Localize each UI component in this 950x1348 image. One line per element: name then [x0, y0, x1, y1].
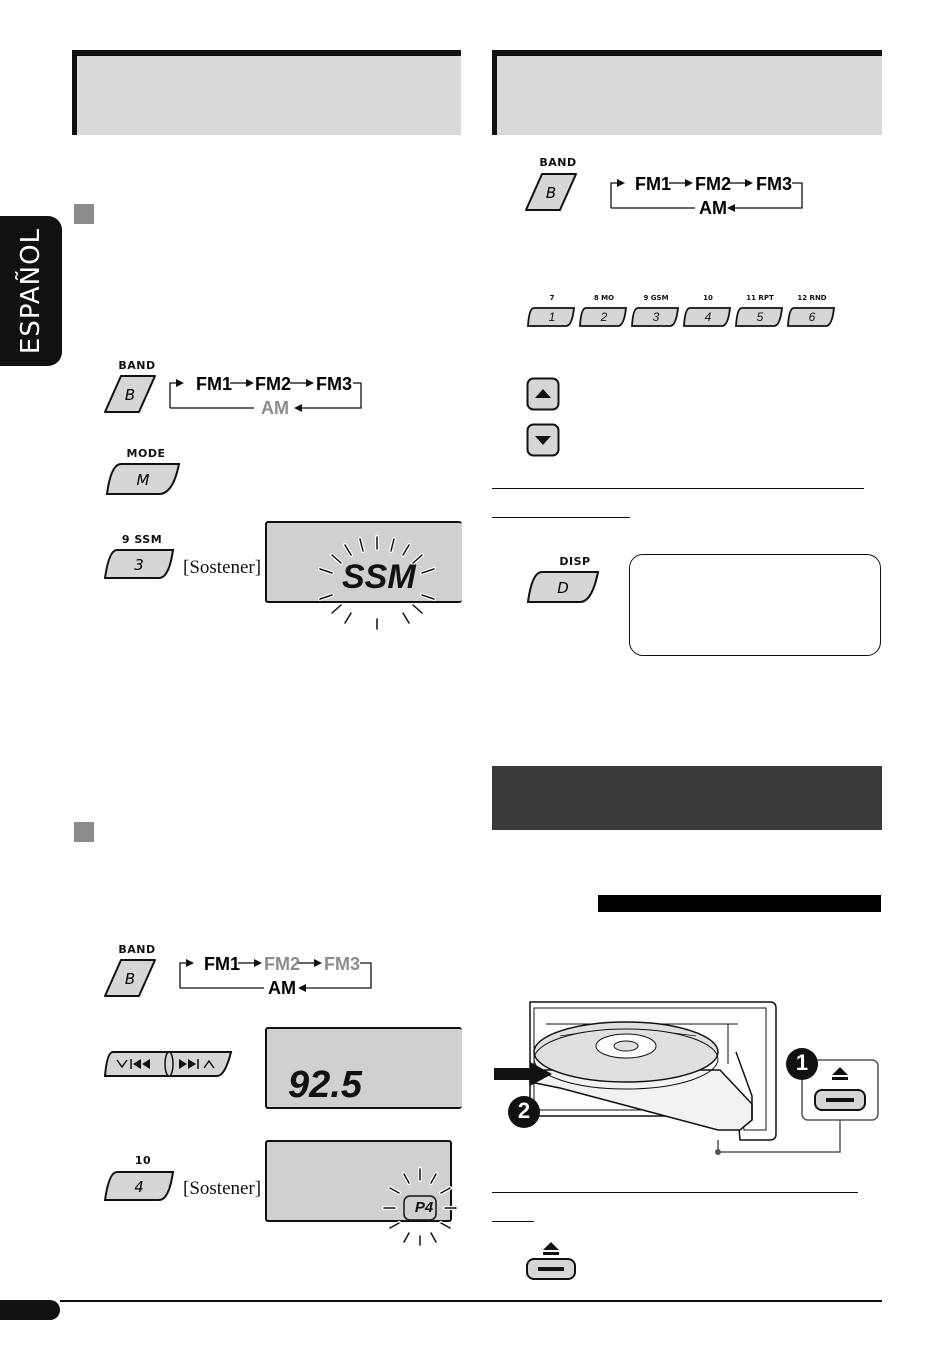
- mode-button-label: MODE: [126, 447, 166, 460]
- fm3-label: FM3: [316, 374, 352, 394]
- preset-key-4-label: 10: [703, 294, 713, 302]
- footer-rule: [60, 1300, 882, 1302]
- hold-text-2: [Sostener]: [183, 1178, 262, 1199]
- section-header-left: [72, 50, 461, 135]
- section-header-dark: [492, 766, 882, 830]
- tune-display-text: 92.5: [288, 1064, 362, 1106]
- step-1-number: 1: [795, 1050, 809, 1075]
- ssm-button-glyph: 3: [134, 556, 144, 574]
- band-button-2-label: BAND: [118, 943, 156, 956]
- preset-key-1-num[interactable]: 1: [548, 310, 556, 324]
- seek-button[interactable]: [103, 1050, 233, 1078]
- svg-text:AM: AM: [699, 198, 727, 218]
- cd-loading-illustration: [490, 996, 890, 1158]
- eject-button[interactable]: [524, 1238, 578, 1282]
- preset-button-label: 10: [134, 1154, 152, 1167]
- preset-4-button[interactable]: [103, 1170, 175, 1202]
- svg-text:D: D: [557, 579, 569, 597]
- svg-text:FM1: FM1: [635, 174, 671, 194]
- svg-text:B: B: [545, 184, 557, 202]
- ssm-button[interactable]: [103, 548, 175, 580]
- band-button[interactable]: [103, 374, 157, 414]
- divider-2: [492, 1192, 858, 1193]
- preset-key-5-label: 11 RPT: [746, 294, 774, 302]
- disp-button-label: DISP: [559, 555, 591, 568]
- svg-text:FM3: FM3: [756, 174, 792, 194]
- preset-key-6-label: 12 RND: [797, 294, 827, 302]
- band-button-3-label: BAND: [539, 156, 577, 169]
- preset-key-3-num[interactable]: 3: [652, 310, 660, 324]
- step-2-number: 2: [517, 1098, 531, 1123]
- preset-key-2-label: 8 MO: [593, 294, 615, 302]
- info-box: [629, 554, 881, 656]
- section-header-right: [492, 50, 882, 135]
- preset-key-1-label: 7: [549, 294, 555, 302]
- ssm-display-text: SSM: [342, 558, 416, 596]
- svg-text:4: 4: [134, 1178, 144, 1196]
- divider-2-short: [492, 1221, 534, 1222]
- subheader-bar: [598, 895, 881, 912]
- band-button-glyph: B: [124, 386, 136, 404]
- preset-key-5-num[interactable]: 5: [756, 310, 764, 324]
- am-label: AM: [261, 398, 289, 418]
- section-bullet-1: [74, 204, 94, 224]
- language-tab: [0, 216, 62, 366]
- band-cycle-diagram: [162, 370, 372, 418]
- svg-text:B: B: [124, 970, 136, 988]
- band-button-2[interactable]: [103, 958, 157, 998]
- up-button[interactable]: [526, 377, 560, 411]
- preset-key-3-label: 9 GSM: [643, 294, 669, 302]
- language-label: ESPAÑOL: [16, 227, 47, 355]
- fm1-label: FM1: [196, 374, 232, 394]
- svg-text:FM3: FM3: [324, 954, 360, 974]
- preset-key-4-num[interactable]: 4: [704, 310, 712, 324]
- hold-text: [Sostener]: [183, 557, 262, 578]
- divider-1: [492, 488, 864, 489]
- mode-button-glyph: M: [136, 471, 150, 489]
- preset-display-text: P4: [414, 1199, 434, 1216]
- band-cycle-diagram-2: [172, 950, 382, 998]
- eject-icon-small: [543, 1242, 559, 1250]
- down-button[interactable]: [526, 423, 560, 457]
- preset-key-row: [526, 294, 836, 330]
- preset-key-6-num[interactable]: 6: [808, 310, 816, 324]
- band-button-label: BAND: [118, 359, 156, 372]
- band-button-3[interactable]: [524, 172, 578, 212]
- svg-text:FM2: FM2: [695, 174, 731, 194]
- svg-text:AM: AM: [268, 978, 296, 998]
- svg-text:FM2: FM2: [264, 954, 300, 974]
- fm2-label: FM2: [255, 374, 291, 394]
- svg-text:FM1: FM1: [204, 954, 240, 974]
- mode-button[interactable]: [103, 462, 181, 496]
- divider-1-short: [492, 517, 630, 518]
- band-cycle-diagram-3: [603, 170, 813, 218]
- disp-button[interactable]: [524, 570, 600, 604]
- ssm-button-label: 9 SSM: [121, 533, 163, 546]
- preset-key-2-num[interactable]: 2: [600, 310, 608, 324]
- section-bullet-2: [74, 822, 94, 842]
- page-number-tab: [0, 1300, 60, 1320]
